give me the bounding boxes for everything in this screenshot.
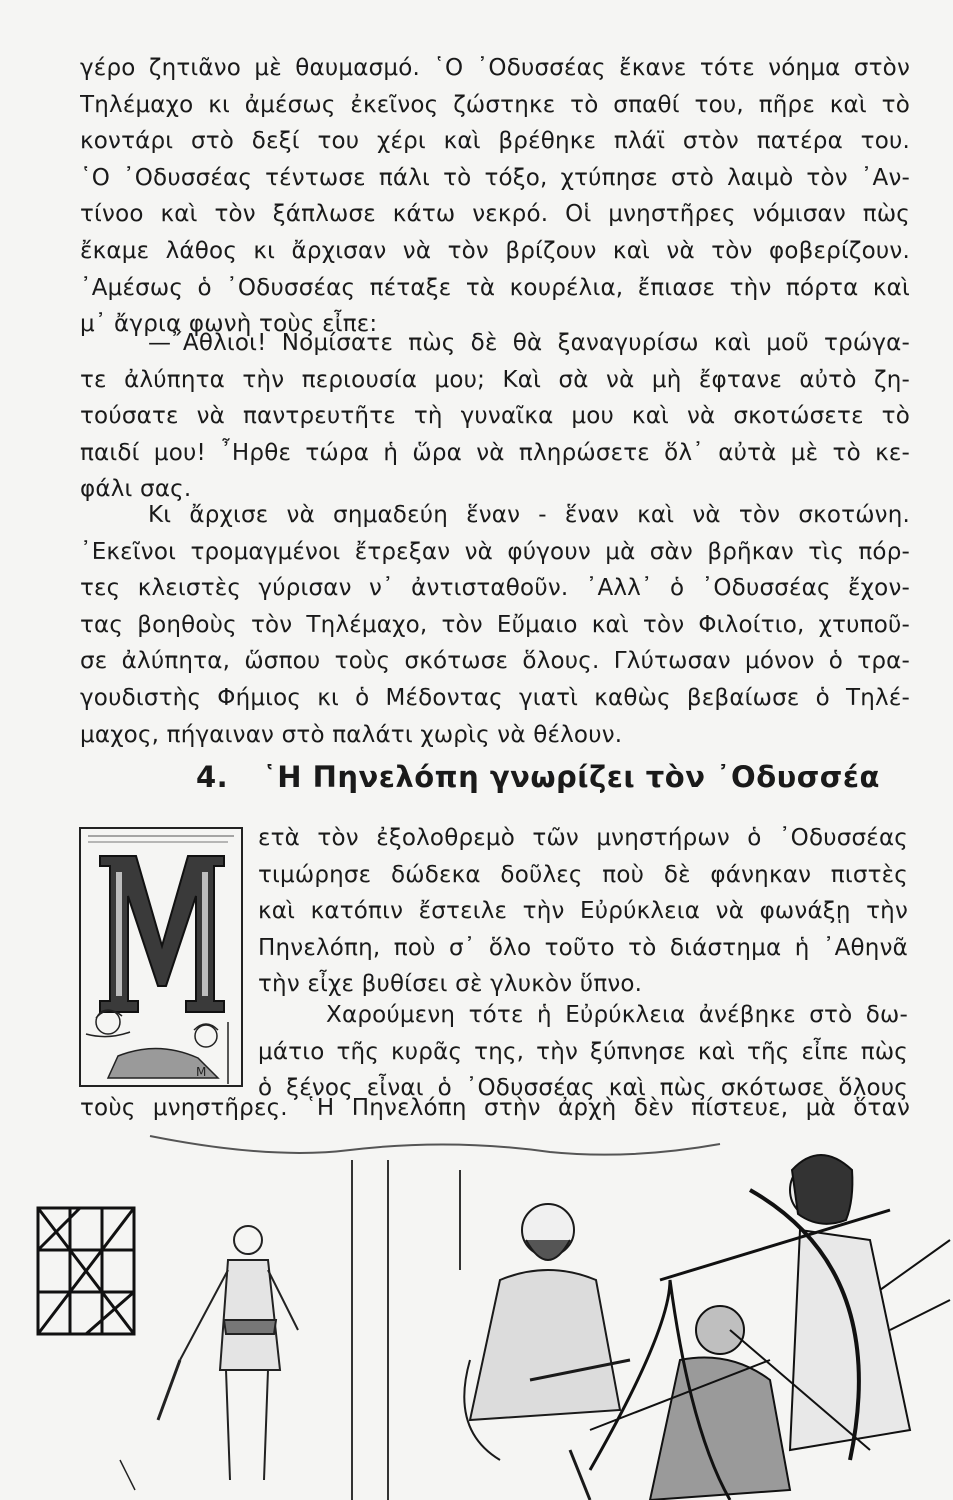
paragraph-maids-punished: [258, 820, 908, 1003]
text-line: καὶ κατόπιν ἔστειλε τὴν Εὐρύκλεια νὰ φωνάξῃ τὴν: [258, 898, 908, 925]
text-line: τίνοο καὶ τὸν ξάπλωσε κάτω νεκρό. Οἱ μνηστῆρες νόμισαν πὼς: [80, 201, 910, 228]
text-line: ὁ ξένος εἶναι ὁ ᾿Οδυσσέας καὶ πὼς σκότωσε ὅλους: [258, 1075, 908, 1102]
text-line: τούσατε νὰ παντρευτῆτε τὴ γυναῖκα μου καὶ νὰ σκοτώσετε τὸ: [80, 403, 910, 430]
dropcap-illustration: [78, 826, 244, 1088]
text-line: Τηλέμαχο κι ἀμέσως ἐκεῖνος ζώστηκε τὸ σπαθί του, πῆρε καὶ τὸ: [80, 91, 910, 118]
chapter-number: 4.: [196, 760, 229, 794]
text-line: —῎Αθλιοι! Νομίσατε πὼς δὲ θὰ ξαναγυρίσω καὶ μοῦ τρώγα-: [148, 330, 910, 356]
torn-edge: [150, 1136, 720, 1155]
chapter-heading: [196, 760, 880, 794]
text-line: σε ἀλύπητα, ὥσπου τοὺς σκότωσε ὅλους. Γλύτωσαν μόνον ὁ τρα-: [80, 648, 910, 675]
kneeling-archer: [590, 1280, 790, 1500]
text-line: φάλι σας.: [80, 476, 192, 503]
text-line: μαχος, πήγαιναν στὸ παλάτι χωρὶς νὰ θέλουν.: [80, 721, 623, 748]
text-line: Κι ἄρχισε νὰ σημαδεύη ἕναν - ἕναν καὶ νὰ τὸν σκοτώνη.: [148, 502, 910, 528]
text-line: ετὰ τὸν ἐξολοθρεμὸ τῶν μνηστήρων ὁ ᾿Οδυσσέας: [258, 825, 908, 851]
text-line: ᾿Εκεῖνοι τρομαγμένοι ἔτρεξαν νὰ φύγουν μὰ σὰν βρῆκαν τὶς πόρ-: [80, 538, 910, 565]
bearded-warrior: [464, 1204, 630, 1500]
text-line: τοὺς μνηστῆρες. ῾Η Πηνελόπη στὴν ἀρχὴ δὲν πίστευε, μὰ ὅταν: [80, 1095, 910, 1121]
text-line: γέρο ζητιᾶνο μὲ θαυμασμό. ῾Ο ᾿Οδυσσέας ἔκανε τότε νόημα στὸν: [80, 55, 910, 81]
text-line: γουδιστὴς Φήμιος κι ὁ Μέδοντας γιατὶ καθὼς βεβαίωσε ὁ Τηλέ-: [80, 684, 910, 711]
text-line: τας βοηθοὺς τὸν Τηλέμαχο, τὸν Εὔμαιο καὶ τὸν Φιλοίτιο, χτυποῦ-: [80, 611, 910, 638]
pillar: [352, 1160, 460, 1500]
text-line: τιμώρησε δώδεκα δοῦλες ποὺ δὲ φάνηκαν πιστὲς: [258, 861, 908, 888]
archers-illustration: [30, 1130, 953, 1500]
text-line: κοντάρι στὸ δεξί του χέρι καὶ βρέθηκε πλάϊ στὸν πατέρα του.: [80, 128, 910, 155]
dropcap-letter: M: [196, 1065, 207, 1079]
paragraph-suitors-killed: [80, 497, 910, 753]
text-line: μ᾿ ἄγρια φωνὴ τοὺς εἶπε:: [80, 311, 378, 338]
chapter-title: ῾Η Πηνελόπη γνωρίζει τὸν ᾿Οδυσσέα: [262, 760, 880, 794]
text-line: παιδί μου! ῏Ηρθε τώρα ἡ ὥρα νὰ πληρώσετε ὅλ᾿ αὐτὰ μὲ τὸ κε-: [80, 439, 910, 466]
text-line: ἔκαμε λάθος κι ἄρχισαν νὰ τὸν βρίζουν καὶ νὰ τὸν φοβερίζουν.: [80, 237, 910, 264]
window-icon: [38, 1208, 134, 1334]
text-line: τε ἀλύπητα τὴν περιουσία μου; Καὶ σὰ νὰ μὴ ἔφτανε αὐτὸ ζη-: [80, 366, 910, 393]
text-line: Πηνελόπη, ποὺ σ᾿ ὅλο τοῦτο τὸ διάστημα ἡ ᾿Αθηνᾶ: [258, 934, 908, 961]
text-line: τες κλειστὲς γύρισαν ν᾿ ἀντισταθοῦν. ᾿Αλλ᾿ ὁ ᾿Οδυσσέας ἔχον-: [80, 575, 910, 602]
paragraph-penelope-doubts: [80, 1090, 910, 1127]
standing-figure: [120, 1226, 298, 1490]
text-line: ῾Ο ᾿Οδυσσέας τέντωσε πάλι τὸ τόξο, χτύπησε στὸ λαιμὸ τὸν ᾿Αν-: [80, 164, 910, 191]
text-line: Χαρούμενη τότε ἡ Εὐρύκλεια ἀνέβηκε στὸ δω-: [326, 1002, 908, 1028]
paragraph-odysseus-strings-bow: [80, 50, 910, 343]
text-line: μάτιο τῆς κυρᾶς της, τὴν ξύπνησε καὶ τῆς εἶπε πὼς: [258, 1038, 908, 1065]
paragraph-odysseus-speech: [80, 325, 910, 508]
text-line: τὴν εἶχε βυθίσει σὲ γλυκὸν ὕπνο.: [258, 971, 643, 998]
text-line: ᾿Αμέσως ὁ ᾿Οδυσσέας πέταξε τὰ κουρέλια, ἔπιασε τὴν πόρτα καὶ: [80, 274, 910, 301]
